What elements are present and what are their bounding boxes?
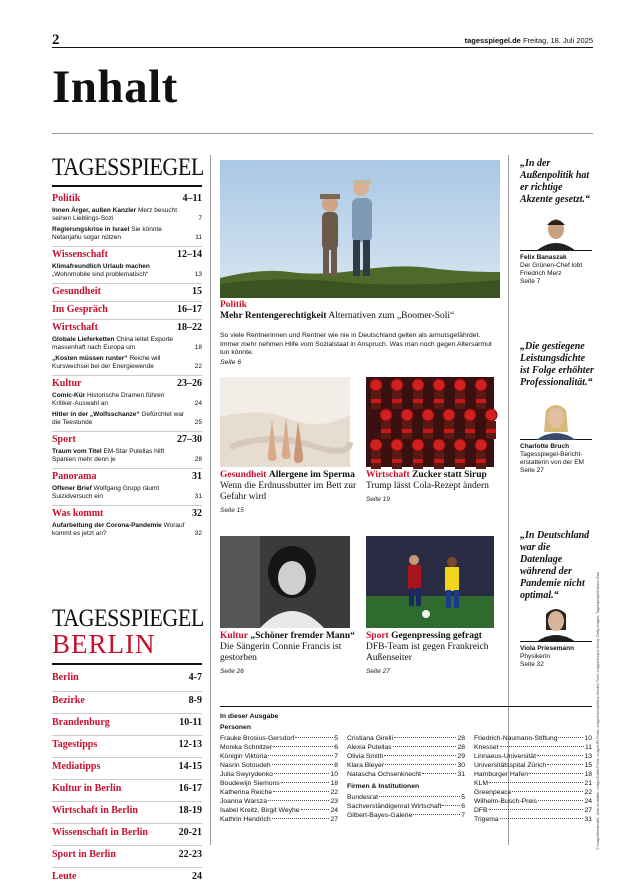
main-seite[interactable]: Seite 6 bbox=[220, 358, 242, 366]
index-heading: Firmen & Institutionen bbox=[347, 783, 420, 790]
main-caption bbox=[220, 300, 505, 322]
section-header bbox=[52, 301, 202, 315]
section-name: Berlin bbox=[52, 672, 79, 683]
section-pages: 12-13 bbox=[178, 739, 202, 750]
dot-leader bbox=[394, 737, 456, 738]
issue-date: Freitag, 18. Juli 2025 bbox=[522, 36, 593, 45]
dot-leader bbox=[379, 796, 460, 797]
article-text: Worauf kommt es jetzt an? bbox=[52, 522, 185, 537]
section-header bbox=[52, 375, 202, 389]
article-teaser bbox=[52, 522, 187, 538]
person-priesemann bbox=[520, 645, 596, 669]
teaser-headline[interactable]: Allergene im Sperma bbox=[268, 470, 355, 480]
section-header bbox=[52, 505, 202, 519]
article-teaser bbox=[52, 448, 187, 464]
index-page: 10 bbox=[330, 771, 338, 778]
section-name: Bezirke bbox=[52, 695, 85, 706]
index-page: 7 bbox=[461, 812, 465, 819]
index-name: Friedrich-Naumann-Stiftung bbox=[474, 735, 558, 742]
section-article[interactable] bbox=[52, 448, 202, 464]
index-name: Hamburger Hafen bbox=[474, 771, 529, 778]
index-name: Trigema bbox=[474, 816, 499, 823]
section-article[interactable] bbox=[52, 392, 202, 408]
article-page: 7 bbox=[198, 215, 202, 222]
index-entry[interactable] bbox=[220, 779, 338, 788]
index-heading bbox=[474, 724, 592, 734]
dot-leader bbox=[558, 737, 583, 738]
index-page: 27 bbox=[584, 807, 592, 814]
index-page: 29 bbox=[457, 753, 465, 760]
rentner-photo[interactable] bbox=[220, 160, 500, 298]
index-name: KLM bbox=[474, 780, 488, 787]
article-page: 25 bbox=[194, 419, 202, 426]
photo-credits bbox=[596, 520, 604, 850]
avatar-banaszak bbox=[520, 213, 592, 251]
section-pages: 4–11 bbox=[182, 193, 202, 204]
teaser-kicker[interactable]: Sport bbox=[366, 631, 389, 641]
berlin-logo-top: TAGESSPIEGEL bbox=[52, 605, 204, 632]
article-page: 24 bbox=[194, 400, 202, 407]
teaser-seite[interactable]: Seite 27 bbox=[366, 668, 390, 675]
quote-banaszak: „In der Außenpolitik hat er richtige Akzente gesetzt.“ bbox=[520, 158, 590, 205]
index-entry[interactable] bbox=[220, 761, 338, 770]
index-page: 10 bbox=[584, 735, 592, 742]
index-entry[interactable] bbox=[474, 761, 592, 770]
section-name: Mediatipps bbox=[52, 761, 101, 772]
berlin-section[interactable] bbox=[52, 801, 202, 819]
section-pages: 23–26 bbox=[177, 378, 202, 389]
index-entry[interactable] bbox=[220, 752, 338, 761]
section-pages: 15 bbox=[192, 286, 202, 297]
tagesspiegel-logo: TAGESSPIEGEL bbox=[52, 154, 204, 181]
teaser-kicker[interactable]: Wirtschaft bbox=[366, 470, 410, 480]
berlin-section[interactable] bbox=[52, 691, 202, 709]
section-name[interactable]: Sport bbox=[52, 434, 76, 445]
article-title: Offener Brief bbox=[52, 485, 92, 492]
teaser-3 bbox=[220, 631, 360, 677]
person-seite[interactable]: Seite 27 bbox=[520, 467, 544, 474]
person-bruch bbox=[520, 443, 596, 475]
dot-leader bbox=[384, 755, 456, 756]
index-page: 28 bbox=[457, 735, 465, 742]
dot-leader bbox=[272, 764, 334, 765]
section-name[interactable]: Kultur bbox=[52, 378, 82, 389]
index-page: 28 bbox=[457, 744, 465, 751]
section-pages: 18-19 bbox=[178, 805, 202, 816]
section-pages: 16–17 bbox=[177, 304, 202, 315]
article-title: „Kosten müssen runter“ bbox=[52, 355, 128, 362]
football-photo[interactable] bbox=[366, 536, 494, 628]
index-name: Wilhelm-Busch-Preis bbox=[474, 798, 538, 805]
teaser-kicker[interactable]: Gesundheit bbox=[220, 470, 267, 480]
cola-bottles-photo[interactable] bbox=[366, 377, 494, 467]
logo-rule bbox=[52, 185, 202, 187]
index-entry[interactable] bbox=[347, 761, 465, 770]
site-name[interactable]: tagesspiegel.de bbox=[464, 36, 521, 45]
person-name: Felix Banaszak bbox=[520, 254, 567, 261]
article-title: Comic-Kür bbox=[52, 392, 86, 399]
dot-leader bbox=[538, 800, 583, 801]
contents-column bbox=[52, 155, 202, 538]
article-page: 31 bbox=[194, 493, 202, 500]
berlin-section-list bbox=[52, 669, 202, 885]
section-pages: 18–22 bbox=[177, 322, 202, 333]
index-page: 31 bbox=[584, 816, 592, 823]
article-text: China leitet Exporte massenhaft nach Europa um bbox=[52, 336, 174, 351]
person-name: Charlotte Bruch bbox=[520, 443, 570, 450]
index-page: 6 bbox=[461, 803, 465, 810]
header-meta bbox=[465, 36, 593, 45]
berlin-rule bbox=[52, 663, 202, 665]
avatar-bruch bbox=[520, 402, 592, 440]
section-pages: 24 bbox=[192, 871, 202, 882]
teaser-kicker[interactable]: Kultur bbox=[220, 631, 248, 641]
article-teaser bbox=[52, 207, 187, 223]
article-text: EM-Star Putellas hilft Spanien mehr denn je bbox=[52, 448, 165, 463]
index-name: Gilbert-Bayes-Galerie bbox=[347, 812, 413, 819]
index-name: Kathrin Hendrich bbox=[220, 816, 271, 823]
section-header bbox=[52, 319, 202, 333]
article-page: 11 bbox=[195, 234, 202, 241]
teaser-headline[interactable]: „Schöner fremder Mann“ bbox=[250, 631, 355, 641]
index-entry[interactable] bbox=[347, 793, 465, 802]
section-article[interactable] bbox=[52, 355, 202, 371]
index-entry[interactable] bbox=[474, 734, 592, 743]
page-number: 2 bbox=[52, 32, 60, 48]
main-lead-text: So viele Rentnerinnen und Rentner wie nie in Deutschland gelten als armutsgefährdet. Immer mehr nehmen Hilfe vom Sozialstaat in Anspruch. Was man noch gegen Altersarmut tun könnte. bbox=[220, 332, 492, 356]
berlin-logo-sub: BERLIN bbox=[52, 629, 156, 659]
feet-photo[interactable] bbox=[220, 377, 350, 467]
index-page: 18 bbox=[584, 771, 592, 778]
main-kicker[interactable]: Politik bbox=[220, 300, 247, 310]
title-rule bbox=[52, 133, 593, 134]
quote-priesemann: „In Deutschland war die Datenlage während der Pandemie nicht optimal.“ bbox=[520, 530, 590, 601]
dot-leader bbox=[281, 782, 330, 783]
berlin-section[interactable] bbox=[52, 713, 202, 731]
page-title: Inhalt bbox=[52, 61, 178, 113]
article-title: Regierungskrise in Israel bbox=[52, 226, 130, 233]
index-page: 23 bbox=[330, 798, 338, 805]
section-article[interactable] bbox=[52, 226, 202, 242]
index-entry[interactable] bbox=[220, 797, 338, 806]
index-entry[interactable] bbox=[220, 770, 338, 779]
section-name: Wirtschaft in Berlin bbox=[52, 805, 138, 816]
berlin-section[interactable] bbox=[52, 669, 202, 687]
section-pages: 31 bbox=[192, 471, 202, 482]
article-text: Merz besucht seinen Lieblings-Sozi bbox=[52, 207, 178, 222]
index-page: 18 bbox=[330, 780, 338, 787]
section-header bbox=[52, 468, 202, 482]
teaser-text: Trump lässt Cola-Rezept ändern bbox=[366, 481, 489, 491]
index-name: Linnaeus-Universität bbox=[474, 753, 536, 760]
index-entry[interactable] bbox=[220, 743, 338, 752]
index-page: 5 bbox=[461, 794, 465, 801]
teaser-headline[interactable]: Zucker statt Sirup bbox=[412, 470, 487, 480]
teaser-4 bbox=[366, 631, 501, 677]
index-entry[interactable] bbox=[347, 770, 465, 779]
article-teaser bbox=[52, 355, 187, 371]
article-title: Traum vom Titel bbox=[52, 448, 102, 455]
section-name: Tagestipps bbox=[52, 739, 98, 750]
index-column bbox=[220, 724, 338, 824]
index-page: 24 bbox=[330, 807, 338, 814]
section-article[interactable] bbox=[52, 207, 202, 223]
index-entry[interactable] bbox=[347, 752, 465, 761]
index-name: Monika Schnitzer bbox=[220, 744, 273, 751]
section-pages: 22-23 bbox=[178, 849, 202, 860]
dot-leader bbox=[268, 800, 329, 801]
dot-leader bbox=[442, 805, 460, 806]
index-name: Olivia Smith bbox=[347, 753, 384, 760]
index-entry[interactable] bbox=[474, 815, 592, 824]
article-teaser bbox=[52, 336, 187, 352]
teaser-1 bbox=[220, 470, 360, 516]
article-title: Innen Ärger, außen Kanzler bbox=[52, 207, 137, 214]
index-page: 24 bbox=[584, 798, 592, 805]
main-headline[interactable]: Mehr Rentengerechtigkeit bbox=[220, 311, 327, 321]
index-entry[interactable] bbox=[474, 752, 592, 761]
index-page: 21 bbox=[584, 780, 592, 787]
header-rule bbox=[52, 47, 593, 48]
article-text: Reiche will Kurswechsel bei der Energiewende bbox=[52, 355, 161, 370]
index-name: Universitätsspital Zürich bbox=[474, 762, 547, 769]
avatar-priesemann bbox=[520, 604, 592, 642]
index-name: Katherina Reiche bbox=[220, 789, 273, 796]
section-header bbox=[52, 431, 202, 445]
teaser-text: DFB-Team ist gegen Frankreich Außenseiter bbox=[366, 642, 489, 663]
photo-credits-text: © Imago/Westend61, Uwe Umstätter; imago/ZUMA Press; imago/UPI Photo; imago/Nomad/Xtra/ Hendrik Thiel; imago/nicepix/ Nieva; Getty Images; Tagesspiegel/Nassim Rad bbox=[596, 572, 600, 850]
section-name[interactable]: Panorama bbox=[52, 471, 97, 482]
dot-leader bbox=[500, 818, 584, 819]
index-name: Frauke Brosius-Gersdorf bbox=[220, 735, 295, 742]
section-article[interactable] bbox=[52, 336, 202, 352]
dot-leader bbox=[529, 773, 583, 774]
article-text: Historische Dramen führen Kritiker-Auswahl an bbox=[52, 392, 165, 407]
dot-leader bbox=[295, 737, 333, 738]
article-title: Aufarbeitung der Corona-Pandemie bbox=[52, 522, 162, 529]
article-page: 28 bbox=[194, 456, 202, 463]
section-pages: 27–30 bbox=[177, 434, 202, 445]
article-teaser bbox=[52, 263, 187, 279]
index-entry[interactable] bbox=[347, 802, 465, 811]
section-pages: 12–14 bbox=[177, 249, 202, 260]
index-entry[interactable] bbox=[474, 743, 592, 752]
teaser-2 bbox=[366, 470, 501, 505]
index-entry[interactable] bbox=[220, 788, 338, 797]
dot-leader bbox=[413, 814, 460, 815]
article-teaser bbox=[52, 411, 187, 427]
section-name[interactable]: Wissenschaft bbox=[52, 249, 108, 260]
index-name: Cristiana Girelli bbox=[347, 735, 394, 742]
section-name: Kultur in Berlin bbox=[52, 783, 122, 794]
section-name[interactable]: Wirtschaft bbox=[52, 322, 98, 333]
teaser-headline[interactable]: Gegenpressing gefragt bbox=[391, 631, 482, 641]
article-page: 18 bbox=[194, 344, 202, 351]
index-name: Greenpeace bbox=[474, 789, 512, 796]
article-text: Sie könnte Netanjahu sogar nützen bbox=[52, 226, 162, 241]
article-title: Hitler in der „Wolfsschanze“ bbox=[52, 411, 140, 418]
section-pages: 4-7 bbox=[188, 672, 202, 683]
index-entry[interactable] bbox=[347, 734, 465, 743]
index-page: 27 bbox=[330, 816, 338, 823]
index-entry[interactable] bbox=[474, 779, 592, 788]
section-pages: 14-15 bbox=[178, 761, 202, 772]
index-name: Alexia Putellas bbox=[347, 744, 392, 751]
index-entry[interactable] bbox=[220, 815, 338, 824]
article-page: 32 bbox=[194, 530, 202, 537]
dot-leader bbox=[489, 782, 583, 783]
dot-leader bbox=[301, 809, 330, 810]
index-column bbox=[347, 724, 465, 824]
index-name: Knesset bbox=[474, 744, 499, 751]
section-name: Sport in Berlin bbox=[52, 849, 116, 860]
index-entry[interactable] bbox=[474, 797, 592, 806]
article-teaser bbox=[52, 485, 187, 501]
index-name: Nasrin Sotoudeh bbox=[220, 762, 271, 769]
section-name[interactable]: Gesundheit bbox=[52, 286, 101, 297]
section-name: Wissenschaft in Berlin bbox=[52, 827, 148, 838]
dot-leader bbox=[274, 773, 330, 774]
index-page: 31 bbox=[457, 771, 465, 778]
dot-leader bbox=[500, 746, 584, 747]
person-role: Physikerin bbox=[520, 653, 550, 660]
main-subline: Alternativen zum „Boomer-Soli“ bbox=[328, 311, 455, 321]
section-article[interactable] bbox=[52, 485, 202, 501]
index-name: Isabel Kreitz, Birgit Weyhe bbox=[220, 807, 300, 814]
quote-bruch: „Die gestiegene Leistungsdichte ist Folge erhöhter Professionalität.“ bbox=[520, 341, 594, 388]
index-entry[interactable] bbox=[220, 734, 338, 743]
section-pages: 20-21 bbox=[178, 827, 202, 838]
index-page: 6 bbox=[334, 744, 338, 751]
dot-leader bbox=[268, 755, 333, 756]
index-entry[interactable] bbox=[347, 811, 465, 820]
index-name: Königin Viktoria bbox=[220, 753, 268, 760]
dot-leader bbox=[537, 755, 583, 756]
person-seite[interactable]: Seite 32 bbox=[520, 661, 544, 668]
section-pages: 32 bbox=[192, 508, 202, 519]
article-title: Klimafreundlich Urlaub machen bbox=[52, 263, 150, 270]
index-box bbox=[220, 706, 592, 824]
article-text: Wolfgang Grupp räumt Suizidversuch ein bbox=[52, 485, 160, 500]
dot-leader bbox=[273, 746, 333, 747]
index-name: Klara Bleyer bbox=[347, 762, 385, 769]
section-name: Leute bbox=[52, 871, 77, 882]
dot-leader bbox=[547, 764, 583, 765]
index-name: Sachverständigenrat Wirtschaft bbox=[347, 803, 442, 810]
teaser-seite[interactable]: Seite 19 bbox=[366, 496, 390, 503]
article-title: Globale Lieferketten bbox=[52, 336, 115, 343]
section-pages: 10-11 bbox=[179, 717, 202, 728]
section-article[interactable] bbox=[52, 411, 202, 427]
article-text: Gefürchtet war die Teestunde bbox=[52, 411, 185, 426]
berlin-contents bbox=[52, 606, 202, 885]
index-page: 7 bbox=[334, 753, 338, 760]
dot-leader bbox=[272, 818, 330, 819]
dot-leader bbox=[489, 809, 584, 810]
column-divider bbox=[210, 155, 211, 845]
section-article[interactable] bbox=[52, 522, 202, 538]
person-seite[interactable]: Seite 7 bbox=[520, 278, 541, 285]
article-teaser bbox=[52, 392, 187, 408]
index-page: 11 bbox=[584, 744, 592, 751]
person-role: Der Grünen-Chef lobt Friedrich Merz bbox=[520, 262, 583, 277]
teaser-text: Wenn die Erdnussbutter im Bett zur Gefahr wird bbox=[220, 481, 357, 502]
dot-leader bbox=[385, 764, 456, 765]
person-name: Viola Priesemann bbox=[520, 645, 575, 652]
index-name: DFB bbox=[474, 807, 488, 814]
index-heading: Personen bbox=[220, 724, 251, 731]
article-page: 22 bbox=[194, 363, 202, 370]
index-name: Boudewijn Siemons bbox=[220, 780, 280, 787]
person-banaszak bbox=[520, 254, 596, 286]
index-heading bbox=[347, 724, 465, 734]
dot-leader bbox=[393, 746, 457, 747]
index-page: 13 bbox=[584, 753, 592, 760]
index-page: 15 bbox=[584, 762, 592, 769]
person-role: Tagesspiegel-Bericht-erstatterin von der EM bbox=[520, 451, 584, 466]
section-name[interactable]: Im Gespräch bbox=[52, 304, 108, 315]
section-pages: 8-9 bbox=[188, 695, 202, 706]
article-page: 13 bbox=[194, 271, 202, 278]
article-text: „Wohnmobile sind problematisch“ bbox=[52, 271, 149, 278]
section-header bbox=[52, 283, 202, 297]
dot-leader bbox=[422, 773, 456, 774]
teaser-seite[interactable]: Seite 15 bbox=[220, 507, 244, 514]
index-entry[interactable] bbox=[474, 788, 592, 797]
section-article[interactable] bbox=[52, 263, 202, 279]
index-name: Julia Swyrydenko bbox=[220, 771, 273, 778]
index-page: 30 bbox=[457, 762, 465, 769]
berlin-section[interactable] bbox=[52, 867, 202, 885]
berlin-section[interactable] bbox=[52, 845, 202, 863]
dot-leader bbox=[512, 791, 583, 792]
index-columns bbox=[220, 724, 592, 824]
berlin-section[interactable] bbox=[52, 823, 202, 841]
section-name[interactable]: Was kommt bbox=[52, 508, 104, 519]
index-page: 22 bbox=[330, 789, 338, 796]
index-name: Natascha Ochsenknecht bbox=[347, 771, 422, 778]
article-teaser bbox=[52, 226, 187, 242]
index-entry[interactable] bbox=[220, 806, 338, 815]
dot-leader bbox=[273, 791, 329, 792]
index-page: 22 bbox=[584, 789, 592, 796]
section-name[interactable]: Politik bbox=[52, 193, 81, 204]
index-page: 5 bbox=[334, 735, 338, 742]
index-rule bbox=[220, 706, 592, 707]
section-name: Brandenburg bbox=[52, 717, 110, 728]
index-column bbox=[474, 724, 592, 824]
index-name: Joanna Warsza bbox=[220, 798, 267, 805]
index-entry[interactable] bbox=[474, 806, 592, 815]
index-entry[interactable] bbox=[347, 743, 465, 752]
main-lead bbox=[220, 332, 500, 367]
berlin-section[interactable] bbox=[52, 757, 202, 775]
index-title: In dieser Ausgabe bbox=[220, 713, 279, 720]
index-entry[interactable] bbox=[474, 770, 592, 779]
section-header bbox=[52, 191, 202, 204]
section-pages: 16-17 bbox=[178, 783, 202, 794]
index-page: 8 bbox=[334, 762, 338, 769]
teaser-seite[interactable]: Seite 26 bbox=[220, 668, 244, 675]
section-header bbox=[52, 246, 202, 260]
section-list bbox=[52, 191, 202, 538]
berlin-section[interactable] bbox=[52, 779, 202, 797]
berlin-section[interactable] bbox=[52, 735, 202, 753]
index-name: Bundesrat bbox=[347, 794, 378, 801]
teaser-text: Die Sängerin Connie Francis ist gestorben bbox=[220, 642, 342, 663]
connie-francis-photo[interactable] bbox=[220, 536, 350, 628]
